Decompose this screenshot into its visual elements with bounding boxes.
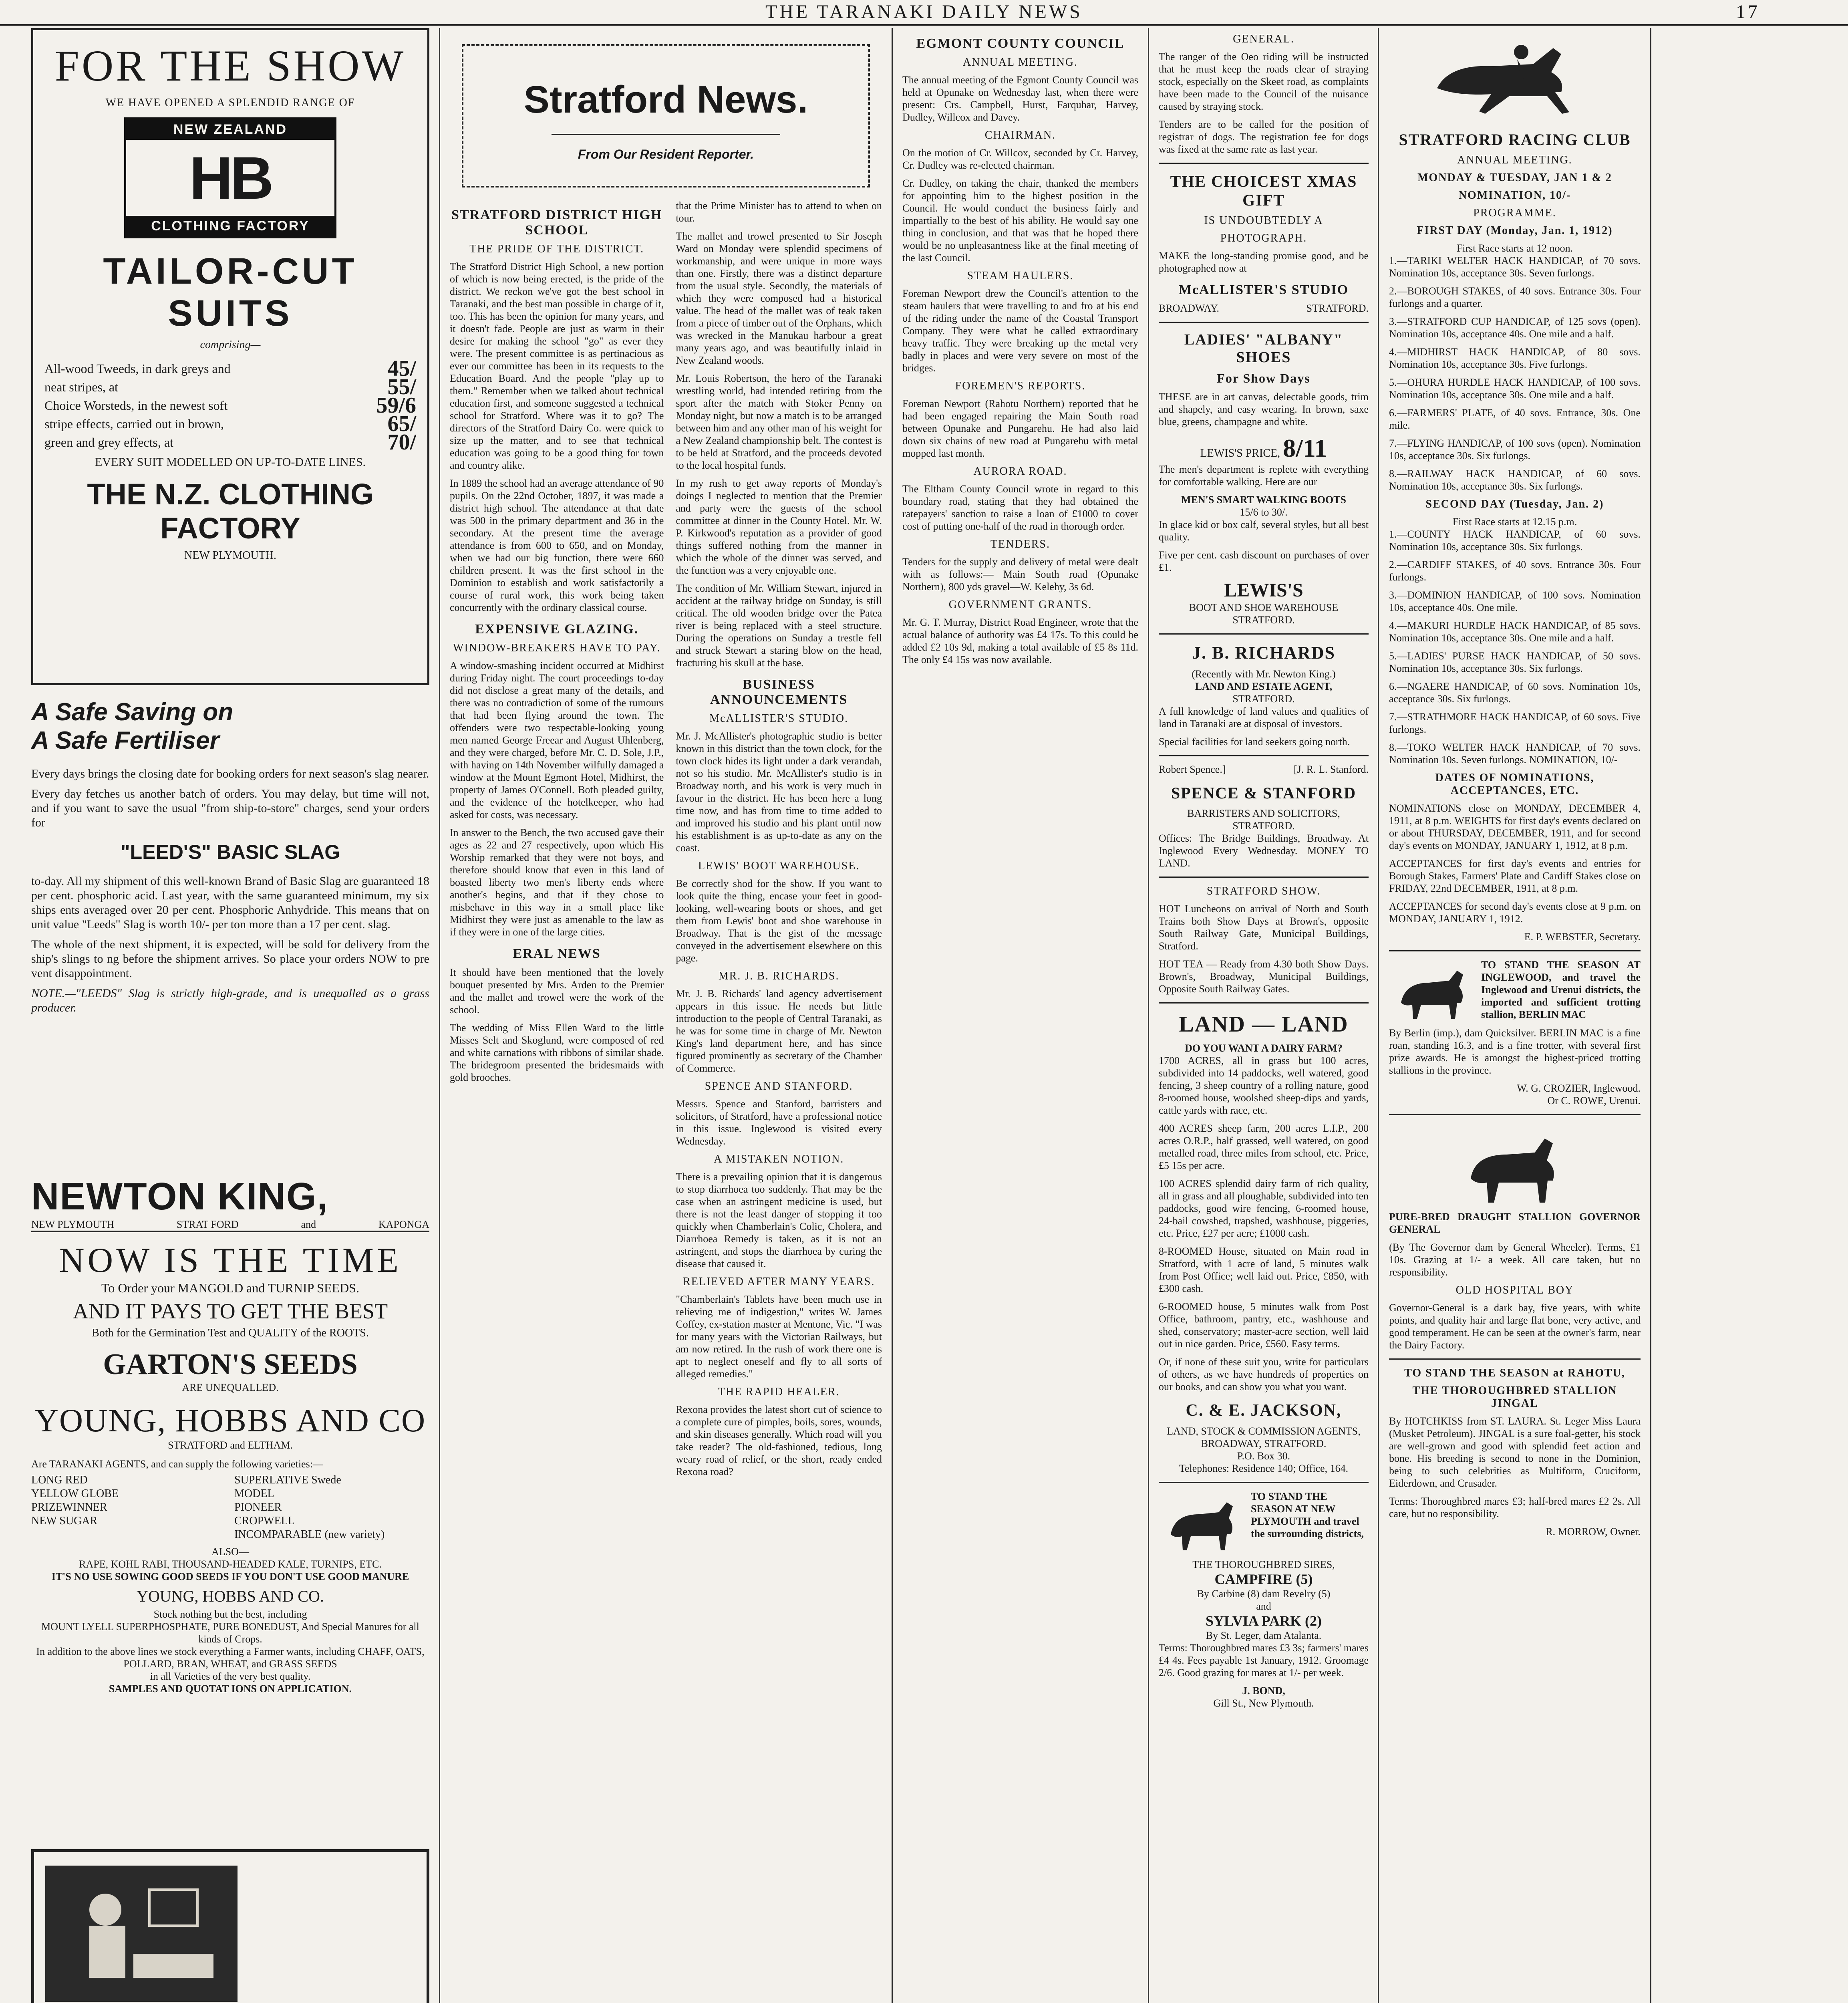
column-rule: [1378, 28, 1379, 2003]
spence-para: Offices: The Bridge Buildings, Broadway. At Inglewood Every Wednesday. MONEY TO LAND.: [1159, 832, 1369, 869]
lewis-desc: BOOT AND SHOE WAREHOUSE: [1189, 602, 1339, 613]
fertiliser-para: Every day fetches us another batch of orders. You may delay, but time will not, and if you want to save the usual "from ship-to-store" charges, send your orders for: [31, 787, 429, 829]
resident-reporter: From Our Resident Reporter.: [578, 147, 754, 161]
race-entry: 3.—STRATFORD CUP HANDICAP, of 125 sovs (open). Nomination 10s, acceptance 40s. One mile and a half.: [1389, 316, 1641, 340]
business-heading: BUSINESS ANNOUNCEMENTS: [710, 677, 848, 707]
fertiliser-title-1: A Safe Saving on: [31, 698, 234, 726]
and-label: and: [1256, 1600, 1271, 1612]
show-title: FOR THE SHOW: [54, 41, 406, 90]
racing-banner: [1389, 28, 1641, 122]
news-para: In 1889 the school had an average attendance of 90 pupils. On the 22nd October, 1897, it was made a district high school. The attendance at that date was 500 in the primary department and 36 in the secondary. At the present time the average attendance is from 600 to 650, and on Monday, when we had our big function, there were 660 children present. It was the first school in the Dominion to establish and work satisfactorily a course of rural work, this work being taken concurrently with the ordinary classical course.: [450, 478, 664, 613]
suit-price-list: [44, 356, 416, 455]
hospital-heading: OLD HOSPITAL BOY: [1455, 1284, 1574, 1296]
richards-town: STRATFORD.: [1232, 693, 1295, 705]
studio-address: BROADWAY. STRATFORD.: [1159, 302, 1369, 314]
aurora-heading: AURORA ROAD.: [973, 465, 1067, 478]
richards-name: J. B. RICHARDS: [1192, 643, 1336, 663]
lewis-heading: LEWIS' BOOT WAREHOUSE.: [698, 860, 860, 872]
price-row: Choice Worsteds, in the newest soft 59/6: [44, 393, 416, 418]
hospital-para: Governor-General is a dark bay, five years, with white points, and quality hair and large flat bone, very active, and good temperament. He can be seen at the owner's farm, near the Dairy Factory.: [1389, 1302, 1641, 1351]
bond-name: J. BOND,: [1242, 1685, 1285, 1697]
news-para: The wedding of Miss Ellen Ward to the little Misses Selt and Skoglund, were composed of red and white carnations with ribbons of similar shade. The bridegroom presented the bridesmaids with gold brooches.: [450, 1022, 664, 1083]
council-para: The annual meeting of the Egmont County Council was held at Opunake on Wednesday last, when there were present: Crs. Campbell, Hurst, Farquhar, Harvey, Dudley, Willcox and Davey.: [902, 74, 1138, 123]
racehorse-icon: [1389, 28, 1641, 120]
news-para: It should have been mentioned that the lovely bouquet presented by Mrs. Arden to the Premier and the mallet and trowel were the work of the school.: [450, 967, 664, 1016]
lewis-name: LEWIS'S: [1224, 580, 1303, 601]
ladies-shoes-advert: [1159, 331, 1369, 626]
price-row: stripe effects, carried out in brown, 65/: [44, 411, 416, 436]
stratford-eltham: STRATFORD and ELTHAM.: [168, 1439, 293, 1451]
land-para: 6-ROOMED house, 5 minutes walk from Post Office, bathroom, pantry, etc., washhouse and shed, conservatory; master-acre section, well laid out in nice garden. Price, £560. Easy terms.: [1159, 1301, 1369, 1350]
sylvia-sub: By St. Leger, dam Atalanta.: [1206, 1630, 1322, 1641]
column-advertisements-left: [24, 28, 437, 2003]
varieties-list: LONG RED SUPERLATIVE Swede YELLOW GLOBE MODEL PRIZEWINNER PIONEER NEW SUGAR CROPWELL INCOMPARABLE (new variety): [31, 1474, 385, 1541]
news-para: The Stratford District High School, a new portion of which is now being erected, is the pride of the district. We reckon we've got the best school in Taranaki, and the best man possible in charge of it, too. This has been the opinion for many years, and it doesn't fade. People are just as warm in their desire for making the school "go" as ever they were. The present committee is as pertinacious as ever our committee has been in its requests to the Education Board. And the people "play up to them." Remember when we talked about technical education first, and someone suggested a technical school for Stratford. Where was it to go? The directors of the Stratford Dairy Co. were quick to size up the matter, and to see that technical education was going to be a good thing for town and country alike.: [450, 261, 664, 471]
mens-boots: MEN'S SMART WALKING BOOTS: [1181, 494, 1347, 506]
race-entry: 1.—COUNTY HACK HANDICAP, of 60 sovs. Nomination 10s, acceptance 30s. Six furlongs.: [1389, 528, 1641, 552]
darkroom-icon: [45, 1866, 238, 2002]
manure-line: IT'S NO USE SOWING GOOD SEEDS IF YOU DON'T USE GOOD MANURE: [51, 1571, 409, 1582]
land-para: 1700 ACRES, all in grass but 100 acres, subdivided into 14 paddocks, well watered, good fencing, 3 sheep country of a rolling nature, good 8-roomed house, woolshed sheep-dips and yards, cattle yards with race, etc.: [1159, 1055, 1369, 1116]
draught-heading: PURE-BRED DRAUGHT STALLION GOVERNOR GENERAL: [1389, 1211, 1641, 1235]
land-para: 400 ACRES sheep farm, 200 acres L.I.P., 200 acres O.R.P., half grassed, well watered, on good metalled road, three miles from school, etc. Price, £5 15s per acre.: [1159, 1122, 1369, 1171]
column-rule: [1148, 28, 1149, 2003]
news-para: In my rush to get away reports of Monday's doings I neglected to mention that the Premier and party were the guests of the school committee at dinner in the County Hotel. Mr. W. P. Kirkwood's reputation as a provider of good things suffered nothing from the manner in which the whole of the dinner was served, and the function was a very enjoyable one.: [676, 478, 882, 576]
council-para: Foreman Newport (Rahotu Northern) reported that he had been engaged repairing the Main South road between Opunake and Pungarehu. He had also laid down six chains of new road at Pungarehu with metal mopped last month.: [902, 398, 1138, 459]
race-entry: 4.—MIDHIRST HACK HANDICAP, of 80 sovs. Nomination 10s, acceptance 30s. Five furlongs.: [1389, 346, 1641, 370]
samples-line: SAMPLES AND QUOTAT IONS ON APPLICATION.: [109, 1683, 352, 1695]
cash-para: Five per cent. cash discount on purchases of over £1.: [1159, 549, 1369, 573]
lewis-town: STRATFORD.: [1232, 614, 1295, 626]
chairman-heading: CHAIRMAN.: [984, 129, 1056, 141]
newton-king-advert: [31, 1175, 429, 1231]
fertiliser-note: NOTE.—"LEEDS" Slag is strictly high-grade, and is unequalled as a grass producer.: [31, 987, 429, 1014]
richards-advert: [1159, 643, 1369, 748]
unequalled: ARE UNEQUALLED.: [182, 1382, 279, 1393]
race-entry: 5.—LADIES' PURSE HACK HANDICAP, of 50 sovs. Nomination 10s, acceptance 30s. Six furlongs.: [1389, 650, 1641, 674]
race-entry: 6.—FARMERS' PLATE, of 40 sovs. Entrance, 30s. One mile.: [1389, 407, 1641, 431]
glazing-subheading: WINDOW-BREAKERS HAVE TO PAY.: [453, 642, 661, 654]
race-entry: 4.—MAKURI HURDLE HACK HANDICAP, of 85 sovs. Nomination 10s, acceptance 30s. One mile and a half.: [1389, 620, 1641, 644]
annual-meeting-label: ANNUAL MEETING.: [962, 56, 1078, 69]
column-racing: [1382, 28, 1648, 2003]
richards-special: Special facilities for land seekers going north.: [1159, 736, 1350, 748]
ladies-para: THESE are in art canvas, delectable goods, trim and shapely, and easy wearing. In brown, saxe blue, greens, champagne and white.: [1159, 391, 1369, 427]
general-para: Tenders are to be called for the position of registrar of dogs. The registration fee for dogs was fixed at the same rate as last year.: [1159, 119, 1369, 155]
news-para: Mr. Louis Robertson, the hero of the Taranaki wrestling world, had intended retiring from the sport after the match with Stoker Penny on Monday night, but now a match is to be arranged between him and any other man of his weight for a New Zealand championship belt. The contest is to be held at Stratford, and the proceeds devoted to the local hospital funds.: [676, 373, 882, 471]
agents-line: Are TARANAKI AGENTS, and can supply the following varieties:—: [31, 1458, 323, 1470]
programme-label: PROGRAMME.: [1473, 207, 1556, 219]
hb-logo-top: NEW ZEALAND: [126, 119, 334, 140]
spence-advert: [1159, 764, 1369, 869]
price-row: neat stripes, at 55/: [44, 375, 416, 399]
rapid-healer-heading: THE RAPID HEALER.: [718, 1386, 840, 1398]
mount-lyell-line: MOUNT LYELL SUPERPHOSPHATE, PURE BONEDUST, And Special Manures for all kinds of Crops.: [41, 1621, 419, 1645]
season-heading: TO STAND THE SEASON at RAHOTU,: [1404, 1367, 1625, 1379]
news-para: A window-smashing incident occurred at Midhirst during Friday night. The court proceedings to-day did not disclose a great many of the details, and there was no contradiction of some of the rumours that had been flying around the town. The offenders were two respectable-looking young men named George Freear and August Uhlenberg, and they were charged, before Mr. C. D. Sole, J.P., with having on 14th November wilfully damaged a window at the Mount Egmont Hotel, Midhirst, the property of James O'Connell. Both pleaded guilty, and the evidence of the hotelkeeper, who had asked for costs, was necessary.: [450, 660, 664, 820]
xmas-sub: IS UNDOUBTEDLY A: [1204, 214, 1323, 227]
land-advert: [1159, 1012, 1369, 1475]
show-heading: STRATFORD SHOW.: [1206, 885, 1321, 897]
addition-line: In addition to the above lines we stock everything a Farmer wants, including CHAFF, OATS, POLLARD, BRAN, WHEAT, and GRASS SEEDS: [36, 1646, 425, 1670]
relieved-heading: RELIEVED AFTER MANY YEARS.: [683, 1276, 875, 1288]
photograph-label: PHOTOGRAPH.: [1220, 232, 1307, 244]
spence-names: Robert Spence.] [J. R. L. Stanford.: [1159, 764, 1369, 775]
fertiliser-para: Every days brings the closing date for booking orders for next season's slag nearer.: [31, 767, 429, 780]
fertiliser-para: to-day. All my shipment of this well-known Brand of Basic Slag are guaranteed 18 per cent. phosphoric acid. Last year, with the same guaranteed minimum, my six ships ents averaged over 20 per cent. Phosphoric Anhydride. This means that on unit value "Leeds" Slag is worth 10/- per ton more than a 17 per cent. slag.: [31, 875, 429, 931]
accept2-para: ACCEPTANCES for second day's events close at 9 p.m. on MONDAY, JANUARY 1, 1912.: [1389, 901, 1641, 925]
masthead: [0, 0, 1848, 26]
richards-land: LAND AND ESTATE AGENT,: [1195, 681, 1333, 692]
germination-line: Both for the Germination Test and QUALITY of the ROOTS.: [92, 1327, 369, 1339]
land-heading: LAND — LAND: [1179, 1012, 1349, 1037]
jingal-advert: [1389, 1367, 1641, 1538]
richards-sub: (Recently with Mr. Newton King.): [1192, 668, 1336, 680]
photographers-advert: [31, 1849, 429, 2003]
photographer-banner: [45, 1862, 415, 2003]
jackson-box: P.O. Box 30.: [1237, 1450, 1290, 1462]
mcallister-heading: McALLISTER'S STUDIO.: [709, 712, 849, 725]
foremen-heading: FOREMEN'S REPORTS.: [955, 380, 1086, 392]
page-number: 17: [1736, 1, 1760, 22]
nz-clothing-factory: THE N.Z. CLOTHING FACTORY: [87, 478, 374, 545]
race-entry: 1.—TARIKI WELTER HACK HANDICAP, of 70 sovs. Nomination 10s, acceptance 30s. Seven furlongs.: [1389, 255, 1641, 279]
webster-signature: E. P. WEBSTER, Secretary.: [1524, 931, 1641, 943]
column-rule: [892, 28, 893, 2003]
news-para: The mallet and trowel presented to Sir Joseph Ward on Monday were splendid specimens of workmanship, and were unique in more ways than one. Firstly, there was a distinct departure from the usual style. Secondly, the materials of which they were composed had a historical value. The head of the mallet was of teak taken from a piece of timber out of the Orphans, which was wrecked in the Manukau harbour a great many years ago, and was beautifully inlaid in New Zealand woods.: [676, 230, 882, 366]
council-para: Foreman Newport drew the Council's attention to the steam haulers that were travelling to and fro at his end of the riding under the name of the Coastal Transport Company. They were what he called extraordinary heavy traffic. They were breaking up the metal very badly in places and were very severe on most of the bridges.: [902, 288, 1138, 374]
stratford-news-title: Stratford News.: [523, 78, 808, 121]
news-para: that the Prime Minister has to attend to when on tour.: [676, 200, 882, 224]
column-rule: [1650, 28, 1651, 2003]
rowe-sig: Or C. ROWE, Urenui.: [1547, 1095, 1641, 1106]
berlin-mac-advert: [1389, 959, 1641, 1107]
stratford-news-banner: [462, 44, 870, 187]
campfire-name: CAMPFIRE (5): [1214, 1571, 1313, 1587]
grants-heading: GOVERNMENT GRANTS.: [948, 598, 1092, 611]
mens-para: The men's department is replete with everything for comfortable walking. Here are our: [1159, 463, 1369, 488]
campfire-sub: By Carbine (8) dam Revelry (5): [1197, 1588, 1331, 1600]
stand-name: THE THOROUGHBRED SIRES,: [1192, 1559, 1335, 1570]
council-para: The Eltham County Council wrote in regard to this boundary road, stating that they had obtained the ratepayers' sanction to raise a loan of £1000 to cover cost of putting one-half of the road in thorough order.: [902, 483, 1138, 532]
column-general-adverts: [1151, 28, 1376, 2003]
newton-king-name: NEWTON KING,: [31, 1175, 329, 1218]
stand-heading: TO STAND THE SEASON AT NEW PLYMOUTH and travel the surrounding districts,: [1251, 1491, 1364, 1540]
council-para: On the motion of Cr. Willcox, seconded by Cr. Harvey, Cr. Dudley was re-elected chairman.: [902, 147, 1138, 171]
richards-para: A full knowledge of land values and qualities of land in Taranaki are at disposal of investors.: [1159, 705, 1369, 729]
news-column-b: [676, 199, 882, 1483]
race-entry: 2.—BOROUGH STAKES, of 40 sovs. Entrance 30s. Four furlongs and a quarter.: [1389, 285, 1641, 309]
hb-logo-bottom: CLOTHING FACTORY: [126, 216, 334, 236]
stock-line: Stock nothing but the best, including: [153, 1608, 307, 1620]
now-is-the-time: NOW IS THE TIME: [59, 1241, 402, 1280]
racing-annual: ANNUAL MEETING.: [1457, 154, 1572, 166]
price-row: All-wood Tweeds, in dark greys and 45/: [44, 356, 416, 381]
bond-address: Gill St., New Plymouth.: [1213, 1697, 1314, 1709]
news-para: Rexona provides the latest short cut of science to a complete cure of pimples, boils, sores, wounds, and skin diseases generally. Which road will you take reader? The old-fashioned, tedious, long weary road of relief, or the short, ready ended Rexona road?: [676, 1404, 882, 1477]
hb-logo-mark: HB: [189, 144, 272, 212]
school-subheading: THE PRIDE OF THE DISTRICT.: [469, 243, 644, 255]
mens-price: 15/6 to 30/.: [1240, 506, 1288, 518]
council-para: Tenders for the supply and delivery of metal were dealt with as follows:— Main South road (Opunake Northern), 800 yds gravel—W. Kelehy, 3s 6d.: [902, 556, 1138, 592]
mistaken-heading: A MISTAKEN NOTION.: [713, 1153, 844, 1165]
fertiliser-para: The whole of the next shipment, it is expected, will be sold for delivery from the ship's slings to ng before the shipment arrives. So place your orders NOW to pre vent disappointment.: [31, 938, 429, 980]
young-hobbs-heading: YOUNG, HOBBS AND CO: [34, 1402, 426, 1439]
lewis-price-line: LEWIS'S PRICE, 8/11: [1200, 434, 1327, 462]
varieties-line: in all Varieties of the very best quality.: [150, 1671, 311, 1682]
sylvia-name: SYLVIA PARK (2): [1205, 1613, 1322, 1629]
xmas-heading: THE CHOICEST XMAS GIFT: [1170, 172, 1357, 209]
racing-dates: MONDAY & TUESDAY, JAN 1 & 2: [1417, 171, 1612, 184]
steam-haulers-heading: STEAM HAULERS.: [967, 270, 1074, 282]
news-para: "Chamberlain's Tablets have been much use in relieving me of indigestion," writes W. James Coffey, ex-station master at Mentone, Vic. "I was for many years with the Victorian Railways, but am now retired. In the rush of work there one is apt to neglect oneself and fly to all sorts of alleged remedies.": [676, 1294, 882, 1380]
race-entry: 6.—NGAERE HANDICAP, of 60 sovs. Nomination 10s, acceptance 30s. Six furlongs.: [1389, 681, 1641, 705]
spence-title: SPENCE & STANFORD: [1171, 784, 1357, 802]
also-label: ALSO—: [211, 1546, 249, 1558]
land-para: 100 ACRES splendid dairy farm of rich quality, all in grass and all ploughable, subdivided into ten paddocks, good wire fencing, 6-roomed house, 24-bail cowshed, trapshed, washhouse, piggeries, etc. Price, £27 per acre; £1000 cash.: [1159, 1178, 1369, 1239]
gartons-seeds: GARTON'S SEEDS: [103, 1348, 358, 1381]
horse-icon: [1159, 1490, 1247, 1558]
race-entry: 7.—STRATHMORE HACK HANDICAP, of 60 sovs. Five furlongs.: [1389, 711, 1641, 735]
glace-para: In glace kid or box calf, several styles, but all best quality.: [1159, 519, 1369, 543]
race-entry: 3.—DOMINION HANDICAP, of 100 sovs. Nomination 10s, acceptance 40s. One mile.: [1389, 589, 1641, 613]
show-location: NEW PLYMOUTH.: [184, 549, 276, 562]
basic-slag-heading: "LEED'S" BASIC SLAG: [120, 841, 340, 863]
jackson-tel: Telephones: Residence 140; Office, 164.: [1179, 1463, 1349, 1474]
xmas-gift-advert: [1159, 172, 1369, 314]
news-column-a: [450, 199, 664, 1483]
spence-sub: BARRISTERS AND SOLICITORS, STRATFORD.: [1187, 808, 1340, 832]
second-day-start: First Race starts at 12.15 p.m.: [1452, 516, 1577, 528]
xmas-para: MAKE the long-standing promise good, and be photographed now at: [1159, 250, 1369, 274]
fertiliser-title-2: A Safe Fertiliser: [31, 727, 219, 754]
comprising-label: comprising—: [200, 339, 261, 351]
spence-heading: SPENCE AND STANFORD.: [705, 1080, 853, 1092]
land-para: 8-ROOMED House, situated on Main road in Stratford, with 1 acre of land, 5 minutes walk from Post Office; well laid out. Price, £850, with £300 cash.: [1159, 1245, 1369, 1294]
ladies-sub: For Show Days: [1217, 371, 1311, 385]
news-para: In answer to the Bench, the two accused gave their ages as 22 and 27 respectively, upon which His Worship remarked that they were not boys, and therefore should know that even in this land of boasted liberty two men's liberty ends where another's begins, and that if they chose to misbehave in this way in a small place like Midhirst they were just as amenable to the law as if they were in one of the large cities.: [450, 827, 664, 938]
second-day: SECOND DAY (Tuesday, Jan. 2): [1425, 498, 1604, 510]
tenders-heading: TENDERS.: [990, 538, 1050, 550]
mcallister-studio: McALLISTER'S STUDIO: [1178, 282, 1349, 297]
photographer-illustration: [45, 1866, 238, 2002]
draught-stallion-advert: [1389, 1122, 1641, 1351]
dates-para: NOMINATIONS close on MONDAY, DECEMBER 4, 1911, at 8 p.m. WEIGHTS for first day's events declared on or about THURSDAY, DECEMBER, 1911, and for second day's events on MONDAY, JANUARY 1, 1912, at 8 p.m.: [1389, 802, 1641, 851]
hb-logo: [124, 117, 336, 238]
column-stratford-news: [443, 28, 889, 2003]
jackson-town: BROADWAY, STRATFORD.: [1201, 1438, 1327, 1449]
price-row: green and grey effects, at 70/: [44, 430, 416, 455]
race-entry: 7.—FLYING HANDICAP, of 100 sovs (open). Nomination 10s, acceptance 30s. Six furlongs.: [1389, 437, 1641, 461]
first-day: FIRST DAY (Monday, Jan. 1, 1912): [1417, 224, 1613, 237]
young-hobbs-2: YOUNG, HOBBS AND CO.: [137, 1587, 324, 1605]
stand-terms: Terms: Thoroughbred mares £3 3s; farmers' mares £4 4s. Fees payable 1st January, 1912. Groomage 2/6. Good grazing for mares at 1/- per week.: [1159, 1642, 1369, 1679]
school-heading: STRATFORD DISTRICT HIGH SCHOOL: [451, 208, 662, 238]
news-para: Mr. J. McAllister's photographic studio is better known in this district than the town clock, for the town clock hides its light under a dark verandah, not so his studio. Mr. McAllister's studio is in Broadway north, and his work is very much in favour in the district. He has been here a long time now, and has from time to time added to and improved his studio and his plant until now his establishment is as up-to-date as any on the coast.: [676, 730, 882, 854]
stallion-para: By HOTCHKISS from ST. LAURA. St. Leger Miss Laura (Musket Petroleum). JINGAL is a sure foal-getter, his stock are well-grown and good with splendid feet action and bone. His breeding is second to none in the Dominion, being to such celebrities as Multiform, Cruciform, Eiderdown, and Crusader.: [1389, 1415, 1641, 1489]
egmont-heading: EGMONT COUNTY COUNCIL: [916, 36, 1125, 51]
newspaper-title: THE TARANAKI DAILY NEWS: [765, 1, 1083, 22]
pays-best-line: AND IT PAYS TO GET THE BEST: [72, 1299, 388, 1323]
rape-line: RAPE, KOHL RABI, THOUSAND-HEADED KALE, TURNIPS, ETC.: [79, 1558, 382, 1570]
glazing-heading: EXPENSIVE GLAZING.: [475, 622, 639, 637]
news-para: Mr. J. B. Richards' land agency advertisement appears in this issue. He needs but little introduction to the people of Central Taranaki, as he was for some time in charge of Mr. Newton King's land department here, and has since figured prominently as secretary of the Chamber of Commerce.: [676, 988, 882, 1074]
council-para: Cr. Dudley, on taking the chair, thanked the members for appointing him to the highest position in the Council. He would conduct the business fairly and impartially to the best of his ability. He would say one thing in conclusion, and that was that he hoped there would be no unpleasantness like at the final meeting of the last Council.: [902, 177, 1138, 264]
stratford-show-advert: [1159, 885, 1369, 995]
news-para: Messrs. Spence and Stanford, barristers and solicitors, of Stratford, have a professional notice in this issue. Inglewood is visited every Wednesday.: [676, 1098, 882, 1147]
race-entry: 5.—OHURA HURDLE HACK HANDICAP, of 100 sovs. Nomination 10s, acceptance 30s. One mile and a half.: [1389, 377, 1641, 401]
trotter-icon: [1389, 959, 1477, 1027]
race-entry: 8.—RAILWAY HACK HANDICAP, of 60 sovs. Nomination 10s, acceptance 30s. Six furlongs.: [1389, 468, 1641, 492]
newton-king-places: NEW PLYMOUTH STRAT FORD and KAPONGA: [31, 1219, 429, 1230]
draught-para: (By The Governor dam by General Wheeler). Terms, £1 10s. Grazing at 1/- a week. All care taken, but no responsibility.: [1389, 1241, 1641, 1278]
thoroughbred-sires-advert: [1159, 1490, 1369, 1709]
council-para: Mr. G. T. Murray, District Road Engineer, wrote that the actual balance of authority was £4 17s. To this could be added £2 10s 9d, making a total available of £5 8s 11d. The only £4 15s was now available.: [902, 617, 1138, 665]
tea-para: HOT TEA — Ready from 4.30 both Show Days. Brown's, Broadway, Municipal Buildings, Opposite South Railway Gates.: [1159, 958, 1369, 995]
ladies-heading: LADIES' "ALBANY" SHOES: [1184, 331, 1343, 366]
tailor-cut-heading: TAILOR-CUT SUITS: [103, 251, 358, 334]
race-entry: 2.—CARDIFF STAKES, of 40 sovs. Entrance 30s. Four furlongs.: [1389, 559, 1641, 583]
jackson-sub: LAND, STOCK & COMMISSION AGENTS,: [1167, 1425, 1361, 1437]
column-egmont-council: [895, 28, 1145, 2003]
draught-horse-icon: [1455, 1122, 1575, 1211]
news-para: There is a prevailing opinion that it is dangerous to stop diarrhoea too suddenly. That may be the case when an astringent medicine is used, but there is not the least danger of stopping it too quickly when Chamberlain's Colic, Cholera, and Diarrhoea Remedy is taken, as it is not an astringent, and stops the diarrhoea by curing the disease that caused it.: [676, 1171, 882, 1270]
fertiliser-advert: [31, 694, 429, 1175]
dates-heading: DATES OF NOMINATIONS, ACCEPTANCES, ETC.: [1435, 772, 1594, 797]
land-sub: DO YOU WANT A DAIRY FARM?: [1185, 1042, 1343, 1054]
jackson-name: C. & E. JACKSON,: [1186, 1401, 1342, 1420]
show-subtitle: WE HAVE OPENED A SPLENDID RANGE OF: [105, 97, 355, 109]
every-suit-line: EVERY SUIT MODELLED ON UP-TO-DATE LINES.: [95, 455, 366, 469]
morrow-sig: R. MORROW, Owner.: [1546, 1526, 1641, 1538]
stratford-news-body: [450, 199, 882, 1483]
column-rule: [439, 28, 440, 2003]
stallion-terms: Terms: Thoroughbred mares £3; half-bred mares £2 2s. All care, but no responsibility.: [1389, 1495, 1641, 1519]
news-para: Be correctly shod for the show. If you want to look quite the thing, encase your feet in good-looking, well-wearing boots or shoes, and get them from Lewis' boot and shoe warehouse in Broadway. That is the gist of the message conveyed in the advertisement elsewhere on this page.: [676, 878, 882, 964]
berlin-heading: TO STAND THE SEASON AT INGLEWOOD, and travel the Inglewood and Urenui districts, the imported and sufficient trotting stallion, BERLIN MAC: [1481, 959, 1641, 1020]
first-day-races: [1389, 254, 1641, 492]
second-day-races: [1389, 528, 1641, 766]
berlin-para: By Berlin (imp.), dam Quicksilver. BERLIN MAC is a fine roan, standing 16.3, and is a fine trotter, with several first prize awards. He is amongst the highest-priced trotting stallions in the province.: [1389, 1027, 1641, 1076]
general-para: The ranger of the Oeo riding will be instructed that he must keep the roads clear of straying stock, especially on the Skeet road, as complaints have been made to the Council of the nuisance caused by straying stock.: [1159, 51, 1369, 112]
news-para: The condition of Mr. William Stewart, injured in accident at the railway bridge on Sunday, is still critical. The old wooden bridge over the Patea river is being replaced with a steel structure. During the operations on Sunday a trestle fell and struck Stewart a staring blow on the head, fracturing his skull at the base.: [676, 582, 882, 669]
richards-heading: MR. J. B. RICHARDS.: [718, 970, 839, 982]
order-seeds-line: To Order your MANGOLD and TURNIP SEEDS.: [101, 1281, 359, 1295]
crozier-sig: W. G. CROZIER, Inglewood.: [1517, 1082, 1641, 1094]
stallion-heading: THE THOROUGHBRED STALLION JINGAL: [1412, 1384, 1617, 1410]
seeds-advert: [31, 1231, 429, 1849]
race-entry: 8.—TOKO WELTER HACK HANDICAP, of 70 sovs. Nomination 10s. Seven furlongs. NOMINATION, 10/-: [1389, 742, 1641, 766]
racing-club-heading: STRATFORD RACING CLUB: [1399, 131, 1631, 149]
first-day-start: First Race starts at 12 noon.: [1456, 242, 1573, 254]
general-heading: GENERAL.: [1233, 33, 1294, 45]
show-para: HOT Luncheons on arrival of North and South Trains both Show Days at Brown's, opposite South Railway Gate, Municipal Buildings, Stratford.: [1159, 903, 1369, 952]
accept-para: ACCEPTANCES for first day's events and entries for Borough Stakes, Farmers' Plate and Cardiff Stakes close on FRIDAY, 22nd DECEMBER, 1911, at 8 p.m.: [1389, 858, 1641, 894]
show-suits-advert: [31, 28, 429, 685]
racing-nomination: NOMINATION, 10/-: [1458, 189, 1571, 202]
land-para: Or, if none of these suit you, write for particulars of others, as we have hundreds of properties on our books, and can show you what you want.: [1159, 1356, 1369, 1392]
general-news-heading: ERAL NEWS: [513, 946, 601, 961]
